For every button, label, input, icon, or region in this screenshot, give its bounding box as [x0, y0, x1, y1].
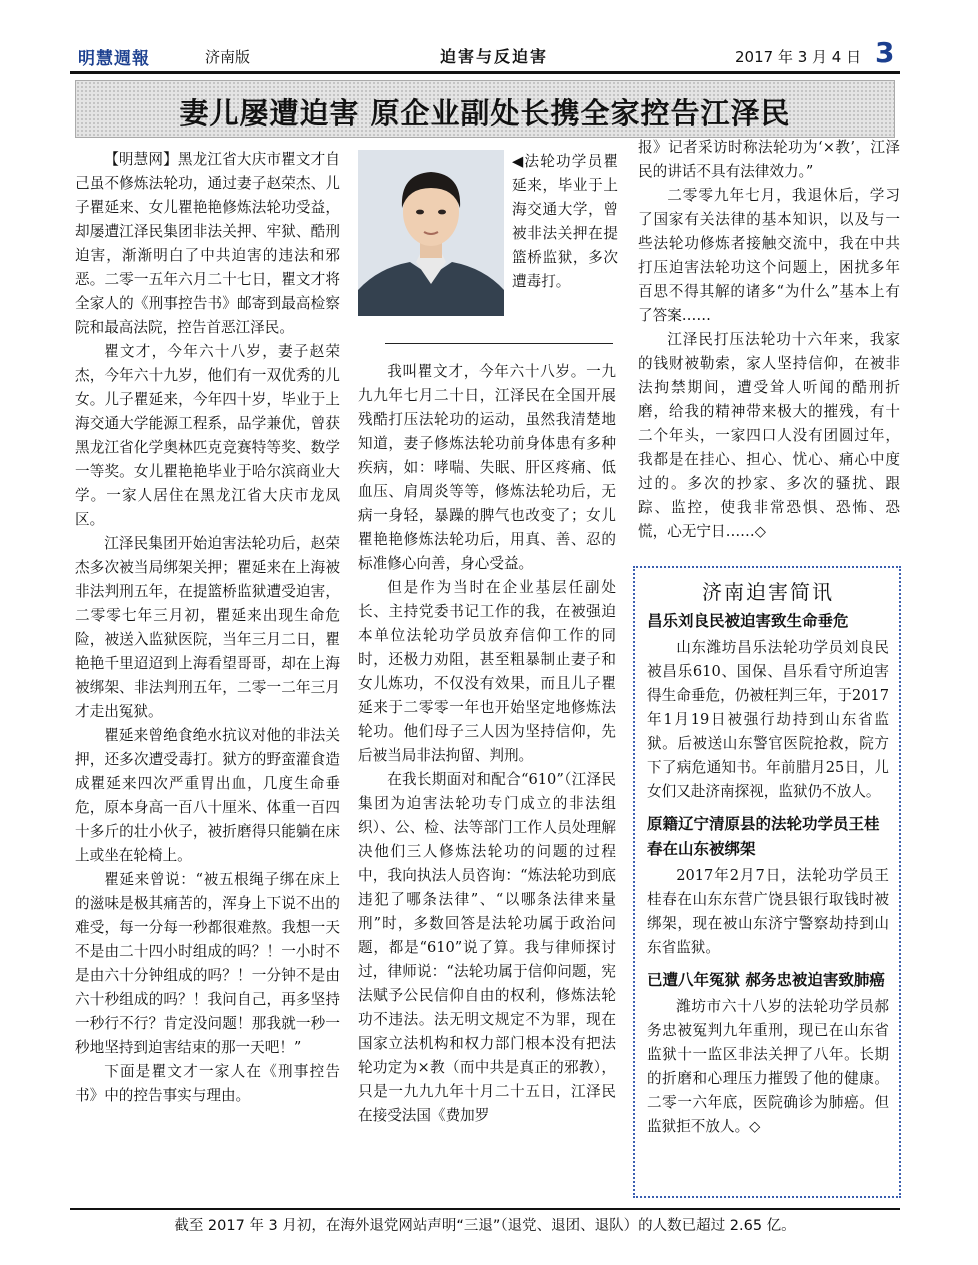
- brief-headline: 原籍辽宁清原县的法轮功学员王桂春在山东被绑架: [647, 815, 880, 858]
- article-column-1: [75, 148, 340, 1108]
- brief-headline: 已遭八年冤狱 郝务忠被迫害致肺癌: [647, 971, 885, 989]
- paragraph: 江泽民打压法轮功十六年来，我家的钱财被勒索，家人坚持信仰，在被非法拘禁期间，遭受耸人听闻的酷刑折磨，给我的精神带来极大的摧残，有十二个年头，一家四口人没有团圆过年，我都是在挂心、担心、忧心、痛心中度过的。多次的抄家、多次的骚扰、跟踪、监控，使我非常恐惧、恐怖、恐慌，心无宁日……◇: [638, 331, 900, 540]
- header-divider: [70, 71, 900, 74]
- article-column-2: [358, 360, 616, 1128]
- photo-caption: ◀法轮功学员瞿延来，毕业于上海交通大学，曾被非法关押在提篮桥监狱，多次遭毒打。: [512, 153, 618, 290]
- paragraph: 我叫瞿文才，今年六十八岁。一九九九年七月二十日，江泽民在全国开展残酷打压法轮功的运动，虽然我清楚地知道，妻子修炼法轮功前身体患有多种疾病，如：哮喘、失眠、肝区疼痛、低血压、肩周炎等等，修炼法轮功后，无病一身轻，暴躁的脾气也改变了；女儿瞿艳艳修炼法轮功后，用真、善、忍的标准修心向善，身心受益。: [358, 363, 616, 572]
- issue-date: 2017 年 3 月 4 日: [735, 48, 862, 66]
- brief-headline: 昌乐刘良民被迫害致生命垂危: [647, 612, 849, 630]
- paragraph: 在我长期面对和配合“610”（江泽民集团为迫害法轮功专门成立的非法组织）、公、检、法等部门工作人员处理解决他们三人修炼法轮功的问题的过程中，我向执法人员咨询：“炼法轮功到底违犯了哪条法律”、“以哪条法律来量刑”时，多数回答是法轮功属于政治问题，都是“610”说了算。我与律师探讨过，律师说：“法轮功属于信仰问题，宪法赋予公民信仰自由的权利，修炼法轮功不违法。法无明文规定不为罪，现在国家立法机构和权力部门根本没有把法轮功定为×教（而中共是真正的邪教），只是一九九九年十月二十五日，江泽民在接受法国《费加罗: [358, 771, 616, 1124]
- article-column-3: [638, 136, 900, 544]
- portrait-illustration: [358, 150, 504, 316]
- paragraph: 报》记者采访时称法轮功为‘×教’，江泽民的讲话不具有法律效力。”: [638, 139, 900, 180]
- news-brief-box: [633, 566, 901, 1198]
- brief-text: 潍坊市六十八岁的法轮功学员郝务忠被冤判九年重刑，现已在山东省监狱十一监区非法关押了八年。长期的折磨和心理压力摧毁了他的健康。二零一六年底，医院确诊为肺癌。但监狱拒不放人。◇: [647, 998, 889, 1135]
- paragraph: 瞿文才，今年六十八岁，妻子赵荣杰，今年六十九岁，他们有一双优秀的儿女。儿子瞿延来，今年四十岁，毕业于上海交通大学能源工程系，品学兼优，曾获黑龙江省化学奥林匹克竞赛特等奖、数学一等奖。女儿瞿艳艳毕业于哈尔滨商业大学。一家人居住在黑龙江省大庆市龙凤区。: [75, 343, 340, 528]
- headline-banner: [75, 80, 895, 138]
- section-title: 迫害与反迫害: [440, 47, 549, 66]
- page-header: [70, 36, 900, 70]
- brief-title: 济南迫害简讯: [702, 580, 834, 604]
- paragraph: 但是作为当时在企业基层任副处长、主持党委书记工作的我，在被强迫本单位法轮功学员放弃信仰工作的同时，还极力劝阻，甚至粗暴制止妻子和女儿炼功，不仅没有效果，而且儿子瞿延来于二零零一年也开始坚定地修炼法轮功。他们母子三人因为坚持信仰，先后被当局非法拘留、判刑。: [358, 579, 616, 764]
- footer-notice: 截至 2017 年 3 月初，在海外退党网站声明“三退”（退党、退团、退队）的人数已超过 2.65 亿。: [174, 1218, 796, 1234]
- brief-text: 山东潍坊昌乐法轮功学员刘良民被昌乐610、国保、昌乐看守所迫害得生命垂危，仍被枉判三年，于2017年1月19日被强行劫持到山东省监狱。后被送山东警官医院抢救，院方下了病危通知书。年前腊月25日，儿女们又赴济南探视，监狱仍不放人。: [647, 639, 889, 800]
- paragraph: 下面是瞿文才一家人在《刑事控告书》中的控告事实与理由。: [75, 1063, 340, 1104]
- portrait-photo: [358, 150, 504, 316]
- paragraph: 瞿延来曾绝食绝水抗议对他的非法关押，还多次遭受毒打。狱方的野蛮灌食造成瞿延来四次严重胃出血，几度生命垂危，原本身高一百八十厘米、体重一百四十多斤的壮小伙子，被折磨得只能躺在床上或坐在轮椅上。: [75, 727, 340, 864]
- headline: 妻儿屡遭迫害 原企业副处长携全家控告江泽民: [179, 96, 791, 130]
- caption-divider: [385, 343, 613, 344]
- footer-divider: [70, 1208, 900, 1210]
- paragraph: 二零零九年七月，我退休后，学习了国家有关法律的基本知识，以及与一些法轮功修炼者接触交流中，我在中共打压迫害法轮功这个问题上，困扰多年百思不得其解的诸多“为什么”基本上有了答案……: [638, 187, 900, 324]
- page-number: 3: [875, 36, 895, 69]
- paragraph: 【明慧网】黑龙江省大庆市瞿文才自己虽不修炼法轮功，通过妻子赵荣杰、儿子瞿延来、女儿瞿艳艳修炼法轮功受益，却屡遭江泽民集团非法关押、牢狱、酷刑迫害，渐渐明白了中共迫害的违法和邪恶。二零一五年六月二十七日，瞿文才将全家人的《刑事控告书》邮寄到最高检察院和最高法院，控告首恶江泽民。: [75, 151, 340, 336]
- edition-label: 济南版: [205, 48, 251, 66]
- brief-text: 2017年2月7日，法轮功学员王桂春在山东东营广饶县银行取钱时被绑架，现在被山东济宁警察劫持到山东省监狱。: [647, 867, 889, 956]
- masthead-logo: 明慧週報: [78, 49, 150, 69]
- paragraph: 瞿延来曾说：“被五根绳子绑在床上的滋味是极其痛苦的，浑身上下说不出的难受，每一分每一秒都很难熬。我想一天不是由二十四小时组成的吗？！一小时不是由六十分钟组成的吗？！一分钟不是由六十秒组成的吗？！我问自己，再多坚持一秒行不行？肯定没问题！那我就一秒一秒地坚持到迫害结束的那一天吧！”: [75, 871, 340, 1056]
- paragraph: 江泽民集团开始迫害法轮功后，赵荣杰多次被当局绑架关押；瞿延来在上海被非法判刑五年，在提篮桥监狱遭受迫害，二零零七年三月初，瞿延来出现生命危险，被送入监狱医院，当年三月二日，瞿艳艳千里迢迢到上海看望哥哥，却在上海被绑架、非法判刑五年，二零一二年三月才走出冤狱。: [75, 535, 340, 720]
